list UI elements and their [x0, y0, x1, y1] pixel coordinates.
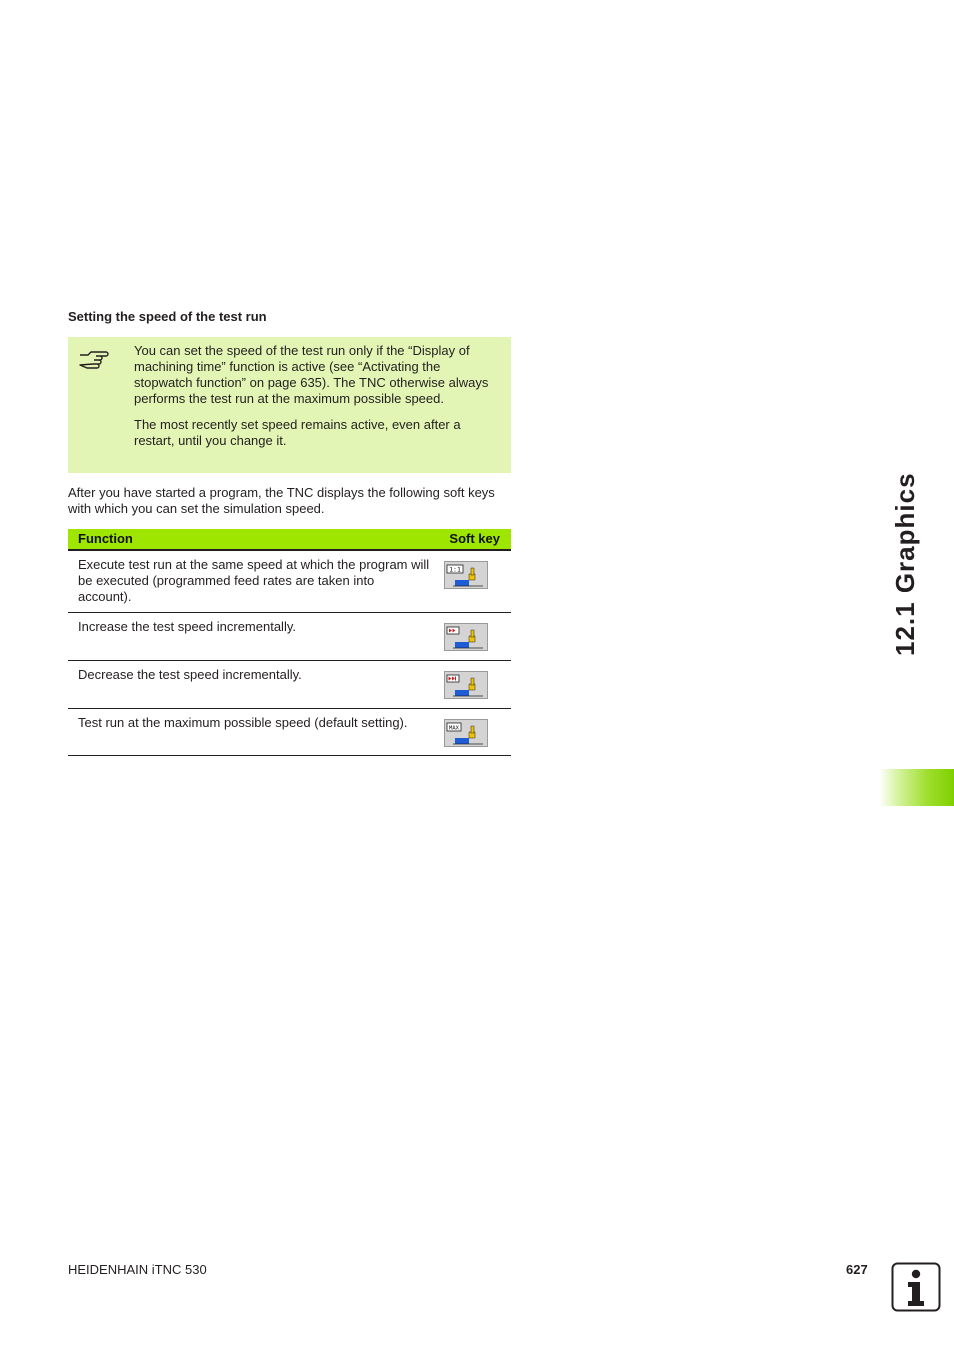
- function-text: Test run at the maximum possible speed (default setting).: [68, 709, 444, 756]
- footer-page-number: 627: [846, 1262, 868, 1277]
- table-row: [68, 661, 511, 709]
- table-row: [68, 613, 511, 661]
- note-box: [68, 337, 511, 473]
- speed-decrease-softkey[interactable]: [444, 671, 488, 699]
- pointing-hand-icon: [78, 346, 110, 370]
- softkey-function-table: [68, 529, 511, 756]
- note-paragraph-2: The most recently set speed remains active, even after a restart, until you change it.: [134, 417, 461, 448]
- speed-1-1-softkey-icon: [445, 562, 489, 590]
- chapter-side-title: [890, 472, 930, 656]
- note-paragraph-1: You can set the speed of the test run only if the “Display of machining time” function is active (see “Activating the stopwatch function” on page 635). The TNC otherwise always performs the test run at the maximum possible speed.: [134, 343, 489, 406]
- header-function: Function: [68, 529, 444, 550]
- footer-product: HEIDENHAIN iTNC 530: [68, 1262, 207, 1277]
- function-text: Execute test run at the same speed at which the program will be executed (programmed feed rates are taken into account).: [68, 550, 444, 613]
- info-icon[interactable]: [891, 1262, 941, 1312]
- speed-max-softkey-icon: [445, 720, 489, 748]
- speed-max-softkey[interactable]: [444, 719, 488, 747]
- speed-decrease-softkey-icon: [445, 672, 489, 700]
- chapter-title-text: 12.1 Graphics: [890, 472, 920, 656]
- intro-paragraph: After you have started a program, the TNC displays the following soft keys with which you can set the simulation speed.: [68, 485, 495, 516]
- speed-increase-softkey-icon: [445, 624, 489, 652]
- header-softkey: Soft key: [444, 529, 511, 550]
- function-text: Decrease the test speed incrementally.: [68, 661, 444, 709]
- speed-1-1-softkey[interactable]: [444, 561, 488, 589]
- table-row: [68, 550, 511, 613]
- softkey-label: 1:1: [449, 565, 461, 574]
- speed-increase-softkey[interactable]: [444, 623, 488, 651]
- softkey-label: MAX: [449, 725, 459, 732]
- table-header-row: [68, 529, 511, 550]
- function-text: Increase the test speed incrementally.: [68, 613, 444, 661]
- section-heading: Setting the speed of the test run: [68, 309, 267, 324]
- chapter-tab-marker: [879, 769, 954, 806]
- table-row: [68, 709, 511, 756]
- note-text: [134, 343, 502, 459]
